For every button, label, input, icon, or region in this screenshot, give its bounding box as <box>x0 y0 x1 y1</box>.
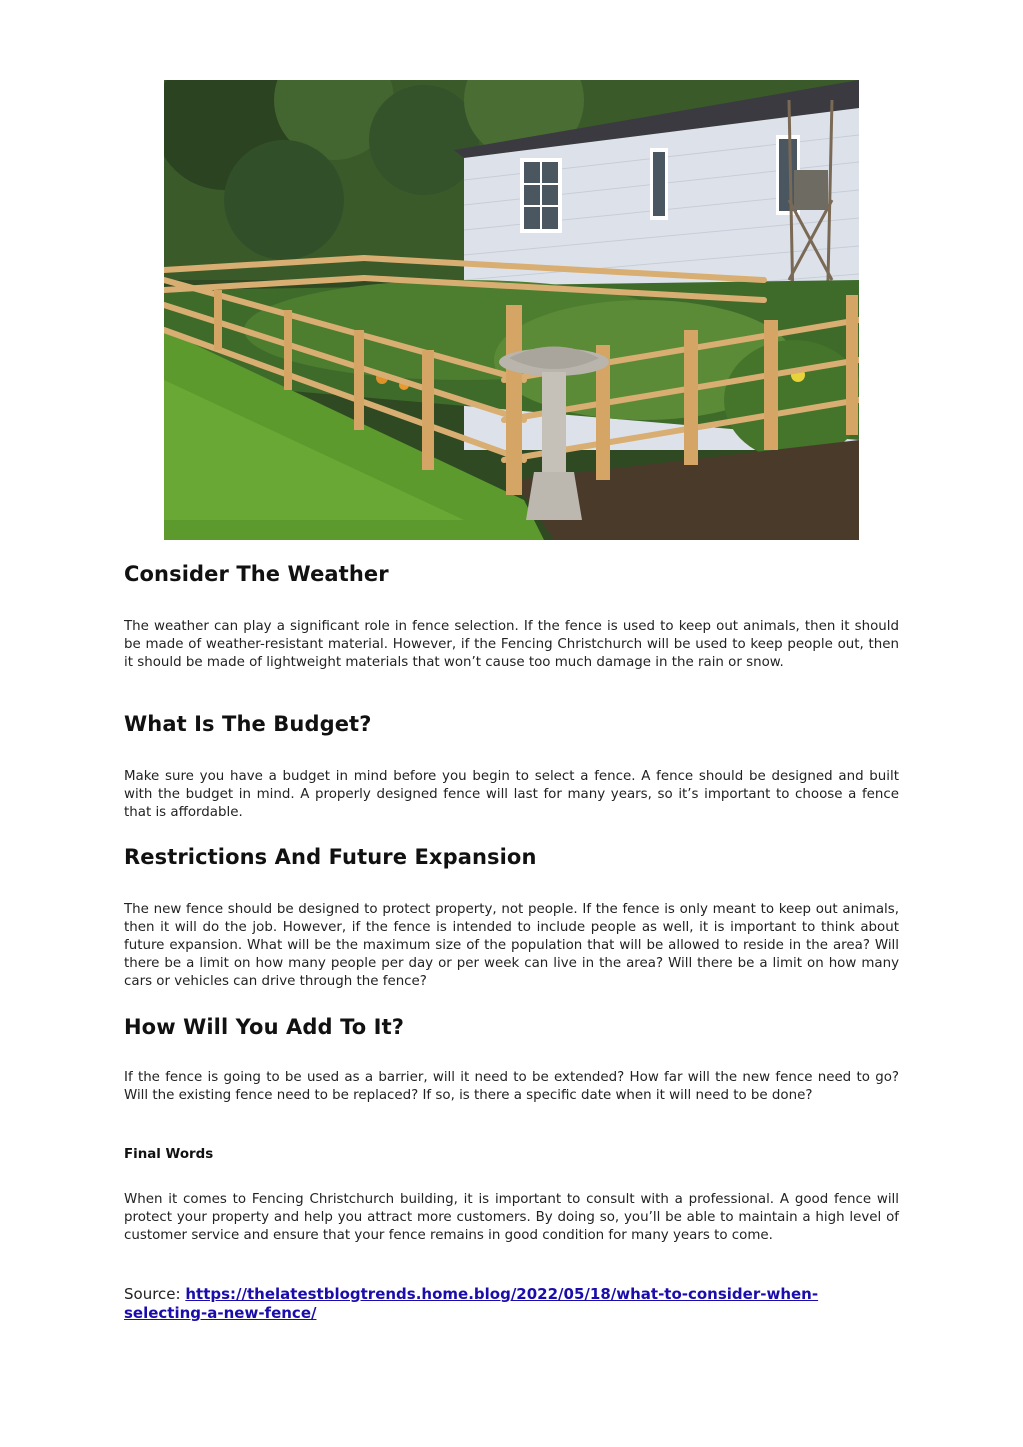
final-words-body <box>124 1191 899 1245</box>
section-paragraph: The weather can play a significant role in fence selection. If the fence is used to keep out animals, then it should be made of weather-resistant material. However, if the Fencing Christchurch will be used to keep people out, then it should be made of lightweight materials that won’t cause too much damage in the rain or snow. <box>124 619 899 670</box>
section-heading: Consider The Weather <box>124 562 389 586</box>
section-body-consider-weather <box>124 618 899 672</box>
section-heading: What Is The Budget? <box>124 712 372 736</box>
section-consider-weather <box>124 562 899 586</box>
final-words-heading: Final Words <box>124 1147 214 1162</box>
source-label: Source: <box>124 1285 186 1303</box>
section-heading: How Will You Add To It? <box>124 1015 404 1039</box>
section-heading: Restrictions And Future Expansion <box>124 845 537 869</box>
section-paragraph: The new fence should be designed to protect property, not people. If the fence is only meant to keep out animals, then it will do the job. However, if the fence is intended to include people as well, it is important to think about future expansion. What will be the maximum size of the population that will be allowed to reside in the area? Will there be a limit on how many people per day or per week can live in the area? Will there be a limit on how many cars or vehicles can drive through the fence? <box>124 902 899 989</box>
section-add-to-it <box>124 1015 899 1039</box>
final-words <box>124 1147 899 1162</box>
section-budget <box>124 712 899 736</box>
section-restrictions <box>124 845 899 869</box>
section-paragraph: Make sure you have a budget in mind before you begin to select a fence. A fence should be designed and built with the budget in mind. A properly designed fence will last for many years, so it’s important to choose a fence that is affordable. <box>124 769 899 820</box>
section-body-budget <box>124 768 899 822</box>
section-body-restrictions <box>124 901 899 991</box>
source-citation <box>124 1285 899 1323</box>
final-words-paragraph: When it comes to Fencing Christchurch building, it is important to consult with a professional. A good fence will protect your property and help you attract more customers. By doing so, you’ll be able to maintain a high level of customer service and ensure that your fence remains in good condition for many years to come. <box>124 1192 899 1243</box>
source-link[interactable]: https://thelatestblogtrends.home.blog/2022/05/18/what-to-consider-when-selecting-a-new-fence/ <box>124 1285 819 1322</box>
section-paragraph: If the fence is going to be used as a barrier, will it need to be extended? How far will the new fence need to go? Will the existing fence need to be replaced? If so, is there a specific date when it will need to be done? <box>124 1070 899 1103</box>
section-body-add-to-it <box>124 1069 899 1105</box>
hero-image-garden-fence <box>164 80 859 540</box>
